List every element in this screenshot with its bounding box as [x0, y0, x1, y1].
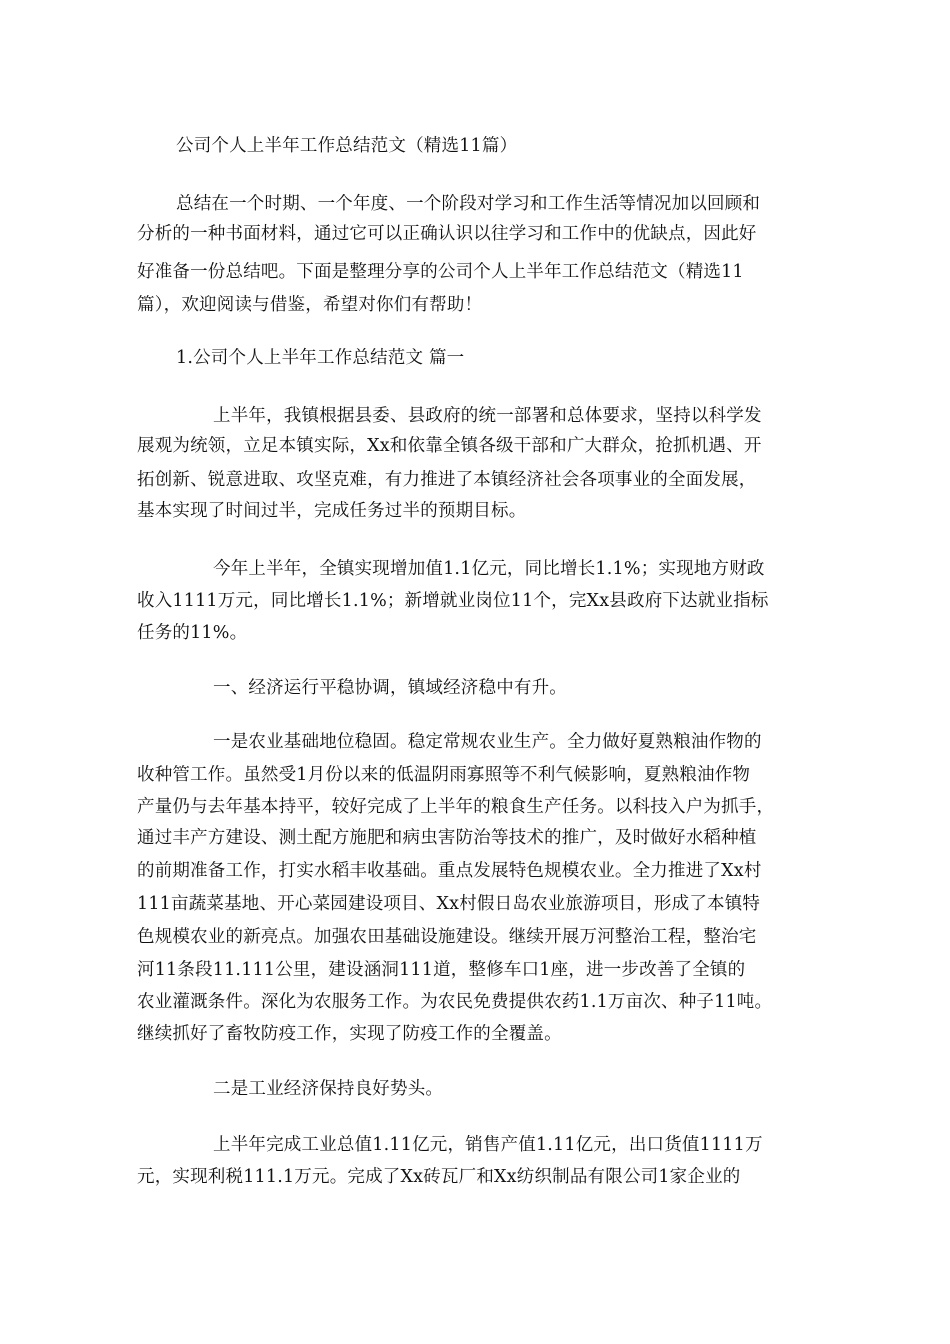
paragraph-line: 收种管工作。虽然受1月份以来的低温阴雨寡照等不利气候影响，夏熟粮油作物 — [137, 765, 751, 785]
paragraph-line: 任务的11%。 — [137, 623, 248, 643]
paragraph-line: 收入1111万元，同比增长1.1%；新增就业岗位11个，完Xx县政府下达就业指标 — [137, 591, 769, 611]
paragraph-line: 产量仍与去年基本持平，较好完成了上半年的粮食生产任务。以科技入户为抓手， — [137, 797, 775, 817]
paragraph-line: 通过丰产方建设、测土配方施肥和病虫害防治等技术的推广，及时做好水稻种植 — [137, 828, 757, 848]
paragraph-line: 的前期准备工作，打实水稻丰收基础。重点发展特色规模农业。全力推进了Xx村 — [137, 861, 762, 881]
paragraph-line: 继续抓好了畜牧防疫工作，实现了防疫工作的全覆盖。 — [137, 1024, 562, 1044]
paragraph-line: 元，实现利税111.1万元。完成了Xx砖瓦厂和Xx纺织制品有限公司1家企业的 — [137, 1167, 741, 1187]
intro-line: 总结在一个时期、一个年度、一个阶段对学习和工作生活等情况加以回顾和 — [176, 194, 761, 214]
paragraph-line: 色规模农业的新亮点。加强农田基础设施建设。继续开展万河整治工程，整治宅 — [137, 927, 757, 947]
intro-line: 好准备一份总结吧。下面是整理分享的公司个人上半年工作总结范文（精选11 — [137, 262, 744, 282]
paragraph-line: 一是农业基础地位稳固。稳定常规农业生产。全力做好夏熟粮油作物的 — [213, 732, 762, 752]
section-heading: 1.公司个人上半年工作总结范文 篇一 — [176, 348, 465, 368]
section-heading: 二是工业经济保持良好势头。 — [213, 1079, 444, 1099]
intro-line: 分析的一种书面材料，通过它可以正确认识以往学习和工作中的优缺点，因此好 — [137, 224, 757, 244]
paragraph-line: 拓创新、锐意进取、攻坚克难，有力推进了本镇经济社会各项事业的全面发展， — [137, 470, 757, 490]
paragraph-line: 今年上半年，全镇实现增加值1.1亿元，同比增长1.1%；实现地方财政 — [213, 559, 765, 579]
document-title: 公司个人上半年工作总结范文（精选11篇） — [176, 136, 518, 156]
paragraph-line: 111亩蔬菜基地、开心菜园建设项目、Xx村假日岛农业旅游项目，形成了本镇特 — [137, 894, 761, 914]
intro-line: 篇），欢迎阅读与借鉴，希望对你们有帮助！ — [137, 295, 483, 315]
section-heading: 一、经济运行平稳协调，镇域经济稳中有升。 — [213, 678, 567, 698]
paragraph-line: 展观为统领，立足本镇实际，Xx和依靠全镇各级干部和广大群众，抢抓机遇、开 — [137, 436, 762, 456]
paragraph-line: 上半年完成工业总值1.11亿元，销售产值1.11亿元，出口货值1111万 — [213, 1135, 763, 1155]
paragraph-line: 上半年，我镇根据县委、县政府的统一部署和总体要求，坚持以科学发 — [213, 406, 762, 426]
paragraph-line: 基本实现了时间过半，完成任务过半的预期目标。 — [137, 501, 527, 521]
paragraph-line: 河11条段11.111公里，建设涵洞111道，整修车口1座，进一步改善了全镇的 — [137, 960, 746, 980]
paragraph-line: 农业灌溉条件。深化为农服务工作。为农民免费提供农药1.1万亩次、种子11吨。 — [137, 992, 773, 1012]
